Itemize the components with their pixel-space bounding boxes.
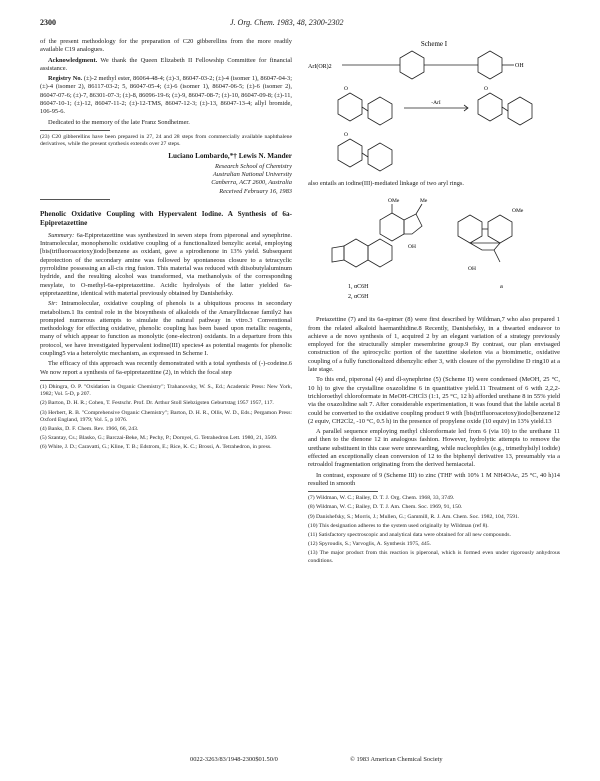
dienone-ring <box>338 93 362 121</box>
left-footnotes <box>40 384 292 452</box>
section-rule <box>40 199 110 200</box>
compound-a-label: a <box>500 283 503 291</box>
ack-text: We thank the Queen Elizabeth II Fellowship Committee for financial assistance. <box>40 56 293 72</box>
copyright: © 1983 American Chemical Society <box>350 756 443 763</box>
scheme-1-drawing <box>308 38 560 180</box>
body-paragraph: also entails an iodine(III)-mediated linkage of two aryl rings. <box>308 180 464 187</box>
compound-2-label: 2, αC6H <box>348 294 369 301</box>
ack-heading: Acknowledgment. <box>48 56 98 64</box>
svg-text:OH: OH <box>468 266 476 273</box>
sir-label: Sir: <box>48 300 58 308</box>
left-column <box>40 38 292 454</box>
svg-text:O: O <box>484 86 488 92</box>
issn-code: 0022-3263/83/1948-2300$01.50/0 <box>190 756 278 763</box>
body-paragraph: In contrast, exposure of 9 (Scheme III) to zinc (THF with 10% 1 M NH4OAc, 25 °C, 40 h)14 resulted in smooth <box>308 471 560 487</box>
footnote: (3) Herbert, R. B. "Comprehensive Organic Chemistry"; Barton, D. H. R., Ollis, W. D., Eds.; Pergamon Press: Oxford England, 1979; Vol. 5, p 1076. <box>40 409 292 423</box>
authors: Luciano Lombardo,*† Lewis N. Mander <box>168 152 292 161</box>
received-date: Received February 16, 1983 <box>219 187 292 195</box>
paragraph-text: Intramolecular, oxidative coupling of phenols is a ubiquitous process in secondary metabolism.1 Its central role in the biosynthesis of alkaloids of the Amaryllidaceae family2 has prompted numerous attempts to simulate the natural pathway in vitro.3 Conventional methodology for effecting oxidative, phenolic coupling has been based upon metallic reagents, many of which appear to function as monolytic (one-electron) oxidants. In a departure from this protocol, we have investigated hypervalent iodine(III) species4 as potential reagents for phenolic coupling5 via a heterolytic mechanism, as expressed in Scheme I. <box>40 300 292 358</box>
benzene-ring <box>478 51 502 79</box>
footnote: (2) Barton, D. H. R.; Cohen, T. Festschr. Prof. Dr. Arthur Stoll Siebzigsten Geburtstag 1957 1957, 117. <box>40 400 274 407</box>
scheme-1 <box>308 38 560 180</box>
footnote: (11) Satisfactory spectroscopic and analytical data were obtained for all new compounds. <box>308 532 511 539</box>
footnote-rule <box>40 130 110 131</box>
dienone-ring <box>338 139 362 167</box>
body-paragraph: A parallel sequence employing methyl chloroformate led from 6 (via 10) to the urethane 11 and then to the dienone 12 in analogous fashion. However, hydrolytic attempts to remove the urethane substituent in this case were unrewarding, while nucleophiles (e.g., trimethylsilyl iodide) effected an exceptionally clean conversion of 12 to the biphenyl derivative 13, presumably via a retroaldol fragmentation originating from the derived hemiacetal. <box>308 428 560 469</box>
footnote-rule <box>40 380 110 381</box>
affiliation-line: Australian National University <box>212 170 292 178</box>
footnote: (5) Szantay, Cs.; Blasko, G.; Barczai-Beke, M.; Pechy, P.; Dornyei, G. Tetrahedron Lett. 1980, 21, 3509. <box>40 435 278 442</box>
footnote: (10) This designation adheres to the system used originally by Wildman (ref 8). <box>308 522 489 529</box>
affiliation <box>40 163 292 196</box>
structure-figure <box>308 192 560 310</box>
footnote: (7) Wildman, W. C.; Bailey, D. T. J. Org. Chem. 1968, 33, 3749. <box>308 495 455 502</box>
body-paragraph: To this end, piperonal (4) and dl-synephrine (5) (Scheme II) were condensed (MeOH, 25 °C, 10 h) to give the crystalline oxazolidine 6 in quantitative yield.11 Treatment of 6 with 2,2,2-trichloroethyl chloroformate in MeOH-CHCl3 (1:1, 25 °C, 12 h) afforded urethane 8 in 55% yield via the oxazolidine salt 7. After considerable experimentation, it was found that the labile acetal 8 could be converted to the oxidative coupling product 9 with [bis(trifluoroacetoxy)iodo]benzene12 (2 equiv, CH2Cl2, -10 °C, 0.5 h) in the presence of propylene oxide (10 equiv) in 13% yield.13 <box>308 376 560 425</box>
svg-text:OH: OH <box>408 244 416 251</box>
page-number: 2300 <box>40 18 56 27</box>
body-paragraph: Pretazettine (7) and its 6a-epimer (8) were first described by Wildman,7 who also prepared 1 from the related alkaloid haemanthidine.8 Recently, Danishefsky, in a thwarted endeavor to achieve a de novo synthesis of 1, acquired 2 by an elegant variation of a strategy previously employed for the structurally simpler mesembrine group.9 By contrast, our plan envisaged construction of the spirocyclic portion of the tazettine skeleton via a biomimetic, oxidative coupling of a fully functionalized dibenzylic ether 3, with closure of the pyrrolidine D ring10 at a late stage. <box>308 316 560 374</box>
footnote: (12) Spyroudis, S.; Varvoglis, A. Synthesis 1975, 445. <box>308 541 431 548</box>
footnote-rule <box>308 491 378 492</box>
svg-text:O: O <box>344 132 348 138</box>
oxazine-ring <box>470 243 500 250</box>
body-paragraph: The efficacy of this approach was recently demonstrated with a total synthesis of (-)-codeine.6 We now report a synthesis of 6a-epipretazettine (2), in which the focal step <box>40 360 292 376</box>
aryl-ring <box>368 97 392 125</box>
affiliation-line: Research School of Chemistry <box>215 162 292 170</box>
footnote: (1) Dhingra, O. P. "Oxidation in Organic Chemistry"; Trahanovsky, W. S., Ed.; Academic Press: New York, 1982; Vol. 5-D, p 207. <box>40 383 292 398</box>
journal-citation: J. Org. Chem. 1983, 48, 2300-2302 <box>230 18 344 27</box>
footnote-23: (23) C20 gibberellins have been prepared in 27, 24 and 28 steps from commercially available naphthalene derivatives, while the present synthesis extends over 27 steps. <box>40 133 292 148</box>
structure-drawing <box>308 192 560 310</box>
svg-text:Me: Me <box>420 198 428 205</box>
summary-label: Summary: <box>48 231 75 239</box>
pyrrolidine-ring <box>404 214 422 234</box>
benzene-ring <box>400 51 424 79</box>
footnote: (8) Wildman, W. C.; Bailey, D. T. J. Am. Chem. Soc. 1969, 91, 150. <box>308 504 463 511</box>
continuation-text: of the present methodology for the preparation of C20 gibberellins from the more readily available C19 analogues. <box>40 38 292 54</box>
svg-text:OH: OH <box>515 63 524 69</box>
compound-1-label: 1, αC6H <box>348 284 369 291</box>
footnote: (6) White, J. D.; Caravatti, G.; Kline, T. B.; Edstrom, E.; Rice, K. C.; Brossi, A. Tetrahedron, in press. <box>40 444 272 451</box>
coupled-ring <box>478 93 502 121</box>
affiliation-line: Canberra, ACT 2600, Australia <box>211 179 292 187</box>
coupled-ring <box>508 97 532 125</box>
aryl-ring <box>458 215 482 243</box>
acknowledgment <box>40 57 292 74</box>
pyran-ring <box>368 239 392 267</box>
registry-text: (±)-2 methyl ester, 86064-48-4; (±)-3, 86047-03-2; (±)-4 (isomer 1), 86047-04-3; (±)-4 (isomer 2), 86117-03-2; 5, 86047-05-4; (±)-6 (isomer 1), 86047-06-5; (±)-6 (isomer 2), 86047-07-6; (±)-7, 86301-07-3; (±)-8, 86096-19-6; (±)-9, 86047-08-7; (±)-10, 86047-09-8; (±)-11, 86047-10-1; (±)-12, 86047-11-2; (±)-12-TMS, 86047-12-3; (±)-13, 86047-13-4; allyl bromide, 106-95-6. <box>40 75 292 116</box>
registry-numbers <box>40 75 292 116</box>
footnote: (9) Danishefsky, S.; Morris, J.; Mullen, G.; Gammill, R. J. Am. Chem. Soc. 1982, 104, 7591. <box>308 513 520 520</box>
article-title: Phenolic Oxidative Coupling with Hypervalent Iodine. A Synthesis of 6a-Epipretazettine <box>40 209 292 227</box>
summary <box>40 232 292 298</box>
scheme-label: Scheme I <box>420 40 448 48</box>
svg-text:OMe: OMe <box>512 208 524 215</box>
registry-heading: Registry No. <box>48 75 83 83</box>
page-header <box>40 18 560 32</box>
aryl-ring <box>368 143 392 171</box>
reagent-label: ArI(OR)2 <box>308 64 332 70</box>
dagger-note: Dedicated to the memory of the late Franz Sondheimer. <box>48 118 190 126</box>
arrow-label: -ArI <box>431 100 441 106</box>
body-paragraph <box>40 300 292 358</box>
svg-text:O: O <box>344 86 348 92</box>
right-column <box>308 38 560 567</box>
svg-text:OMe: OMe <box>388 198 400 205</box>
summary-text: 6a-Epipretazettine was synthesized in seven steps from piperonal and synephrine. Intramolecular, monophenolic oxidative coupling of a functionalized benzylic acetal, employing [bis(trifluoroacetoxy)iodo]benzene as oxidant, gave a spirodienone in 13% yield. Subsequent deprotection of the secondary amine was followed by spontaneous closure to a tetracyclic pyrrolidine possessing an all-cis ring fusion. This material was reduced with diisobutylaluminum hydride, and the resulting alcohol was transformed, via methanolysis of the corresponding mesylate, to O-methyl-6a-epipretazettine. Acidic hydrolysis of the latter yielded 6a-epipretazettine, identical with material previously obtained by Danishefsky. <box>40 231 292 297</box>
footnote: (4) Banks, D. F. Chem. Rev. 1966, 66, 243. <box>40 425 139 432</box>
aryl-ring <box>488 215 512 243</box>
right-footnotes <box>308 495 560 565</box>
cyclohexene-ring <box>380 213 404 241</box>
benzodioxole-ring <box>344 239 368 267</box>
footnote: (13) The major product from this reaction is piperonal, which is formed even under rigorously anhydrous conditions. <box>308 550 560 564</box>
